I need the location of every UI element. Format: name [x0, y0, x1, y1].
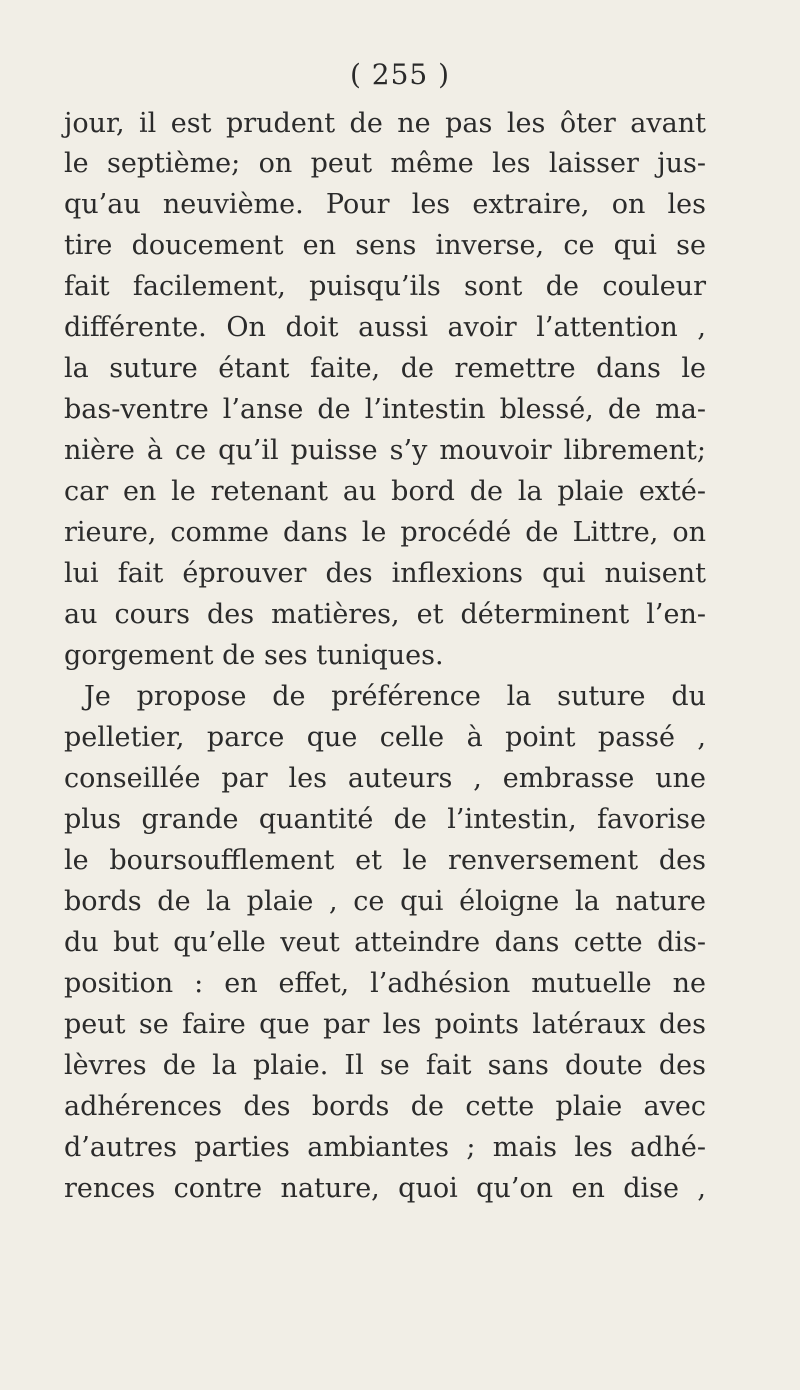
text-line: conseillée par les auteurs , embrasse une — [64, 763, 706, 794]
text-line: peut se faire que par les points latéraux des — [64, 1009, 706, 1040]
text-line: qu’au neuvième. Pour les extraire, on les — [64, 189, 706, 220]
text-line: rences contre nature, quoi qu’on en dise , — [64, 1173, 706, 1204]
text-line: du but qu’elle veut atteindre dans cette dis- — [64, 927, 706, 958]
text-line: pelletier, parce que celle à point passé , — [64, 722, 706, 753]
text-line: plus grande quantité de l’intestin, favorise — [64, 804, 706, 835]
text-line: jour, il est prudent de ne pas les ôter avant — [64, 108, 706, 139]
text-line: la suture étant faite, de remettre dans le — [64, 353, 706, 384]
text-line: rieure, comme dans le procédé de Littre, on — [64, 517, 706, 548]
text-line: lui fait éprouver des inflexions qui nuisent — [64, 558, 706, 589]
text-line: au cours des matières, et déterminent l’en- — [64, 599, 706, 630]
page-number: ( 255 ) — [349, 58, 451, 91]
text-line: bas-ventre l’anse de l’intestin blessé, de ma- — [64, 394, 706, 425]
text-line: adhérences des bords de cette plaie avec — [64, 1091, 706, 1122]
text-line: bords de la plaie , ce qui éloigne la nature — [64, 886, 706, 917]
text-line: position : en effet, l’adhésion mutuelle ne — [64, 968, 706, 999]
text-line: d’autres parties ambiantes ; mais les adhé- — [64, 1132, 706, 1163]
text-line: différente. On doit aussi avoir l’attention , — [64, 312, 706, 343]
text-line: gorgement de ses tuniques. — [64, 640, 444, 671]
text-line: fait facilement, puisqu’ils sont de couleur — [64, 271, 706, 302]
text-line: le boursoufflement et le renversement des — [64, 845, 706, 876]
text-line: car en le retenant au bord de la plaie exté- — [64, 476, 706, 507]
text-line: nière à ce qu’il puisse s’y mouvoir librement; — [64, 435, 706, 466]
text-line: le septième; on peut même les laisser jus- — [64, 148, 706, 179]
text-line: lèvres de la plaie. Il se fait sans doute des — [64, 1050, 706, 1081]
paragraph-start-line: Je propose de préférence la suture du — [84, 681, 706, 712]
text-line: tire doucement en sens inverse, ce qui se — [64, 230, 706, 261]
